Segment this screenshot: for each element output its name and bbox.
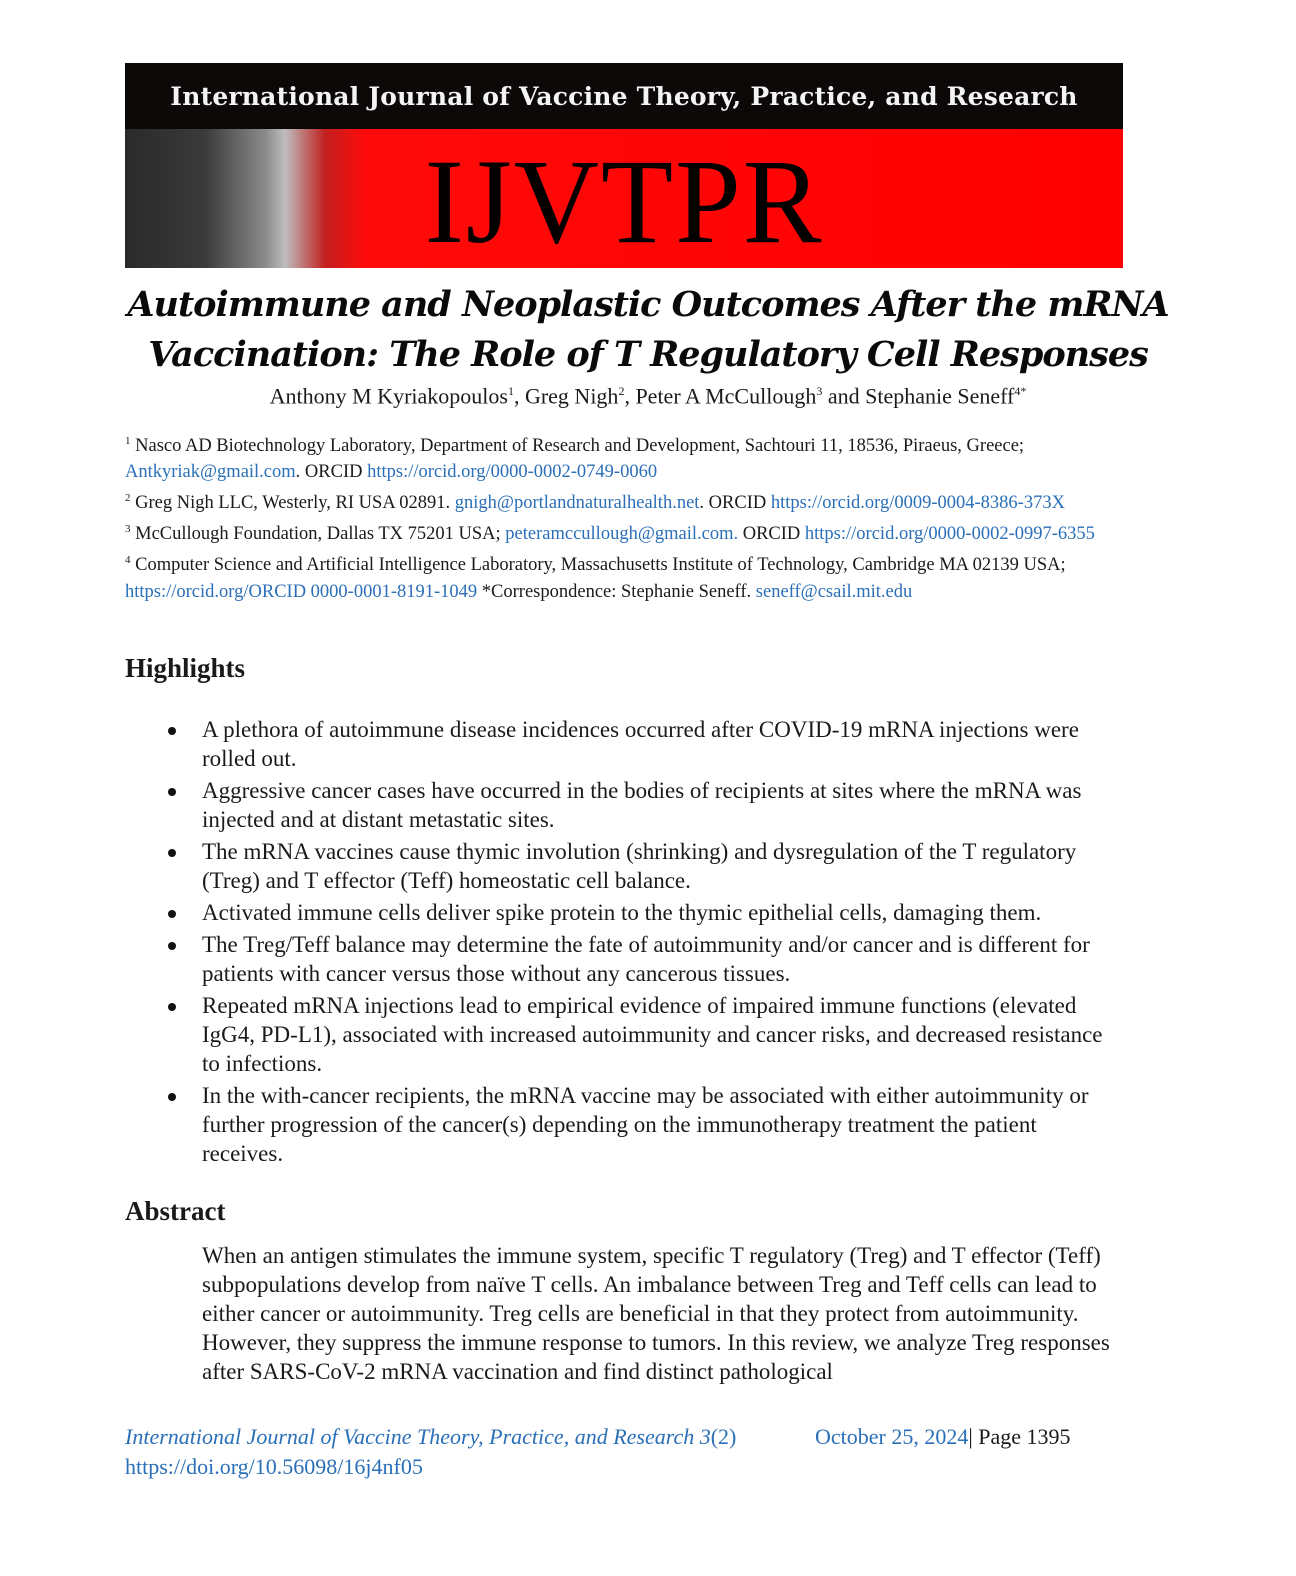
author-name: Stephanie Seneff	[865, 383, 1015, 409]
orcid-link[interactable]: https://orcid.org/0009-0004-8386-373X	[770, 493, 1065, 514]
author-affil-mark: 3	[816, 384, 823, 398]
title-line-2: Vaccination: The Role of T Regulatory Cell Responses	[148, 334, 1148, 375]
abstract-heading: Abstract	[125, 1196, 226, 1226]
footer-issue[interactable]: (2)	[710, 1424, 737, 1449]
author-separator: ,	[513, 383, 525, 409]
highlight-item: Aggressive cancer cases have occurred in the bodies of recipients at sites where the mRNA was injected and at distant metastatic sites.	[202, 776, 1122, 834]
footer-citation	[125, 1422, 736, 1482]
paper-title	[100, 280, 1196, 380]
affiliations	[125, 428, 1125, 605]
affiliation-text: Computer Science and Artificial Intelligence Laboratory, Massachusetts Institute of Technology, Cambridge MA 02139 USA;	[130, 555, 1066, 576]
orcid-link[interactable]: https://orcid.org/0000-0002-0997-6355	[804, 524, 1095, 545]
footer-page-info	[815, 1422, 1071, 1452]
author-name: Peter A McCullough	[635, 383, 817, 409]
author-name: Anthony M Kyriakopoulos	[269, 383, 508, 409]
affiliation-text: McCullough Foundation, Dallas TX 75201 USA;	[130, 524, 506, 545]
affiliation-number: 4	[125, 554, 131, 567]
orcid-label: . ORCID	[699, 493, 771, 514]
affiliation-number: 2	[125, 492, 131, 505]
affiliation-text: Greg Nigh LLC, Westerly, RI USA 02891.	[130, 493, 455, 514]
email-link[interactable]: seneff@csail.mit.edu	[755, 581, 913, 602]
affiliation-text: Nasco AD Biotechnology Laboratory, Department of Research and Development, Sachtouri 11, 18536, Piraeus, Greece;	[130, 436, 1025, 457]
author-separator: and	[822, 383, 866, 409]
banner-logo-strip	[125, 129, 1123, 268]
highlights-list	[202, 715, 1122, 1171]
highlight-item: Activated immune cells deliver spike protein to the thymic epithelial cells, damaging them.	[202, 898, 1122, 927]
journal-banner	[125, 63, 1123, 268]
author-name: Greg Nigh	[524, 383, 619, 409]
email-link[interactable]: Antkyriak@gmail.com	[125, 462, 296, 483]
doi-link[interactable]: https://doi.org/10.56098/16j4nf05	[125, 1454, 423, 1479]
footer-journal-name[interactable]: International Journal of Vaccine Theory, Practice, and Research 3	[125, 1424, 711, 1449]
affiliation-item	[125, 428, 1125, 485]
publication-date[interactable]: October 25, 2024	[815, 1424, 969, 1449]
affiliation-item	[125, 547, 1125, 604]
highlight-item: The Treg/Teff balance may determine the fate of autoimmunity and/or cancer and is different for patients with cancer versus those without any cancerous tissues.	[202, 930, 1122, 988]
orcid-label: . ORCID	[295, 462, 368, 483]
author-affil-mark: 4*	[1014, 384, 1027, 398]
author-affil-mark: 1	[507, 384, 514, 398]
author-affil-mark: 2	[618, 384, 625, 398]
affiliation-item	[125, 485, 1125, 516]
orcid-link[interactable]: https://orcid.org/ORCID 0000-0001-8191-1049	[125, 581, 478, 602]
abstract-text: When an antigen stimulates the immune system, specific T regulatory (Treg) and T effector (Teff) subpopulations develop from naïve T cells. An imbalance between Treg and Teff cells can lead to either cancer or autoimmunity. Treg cells are beneficial in that they protect from autoimmunity. However, they suppress the immune response to tumors. In this review, we analyze Treg responses after SARS-CoV-2 mRNA vaccination and find distinct pathological	[202, 1243, 1110, 1384]
email-link[interactable]: peteramccullough@gmail.com.	[505, 524, 739, 545]
author-separator: ,	[624, 383, 636, 409]
affiliation-number: 1	[125, 435, 131, 447]
affiliation-item	[125, 516, 1125, 547]
highlight-item: In the with-cancer recipients, the mRNA vaccine may be associated with either autoimmunity or further progression of the cancer(s) depending on the immunotherapy treatment the patient receives.	[202, 1081, 1122, 1168]
highlight-item: The mRNA vaccines cause thymic involution (shrinking) and dysregulation of the T regulatory (Treg) and T effector (Teff) homeostatic cell balance.	[202, 837, 1122, 895]
page-number: | Page 1395	[968, 1424, 1071, 1449]
title-line-1: Autoimmune and Neoplastic Outcomes After the mRNA	[127, 284, 1169, 325]
email-link[interactable]: gnigh@portlandnaturalhealth.net	[454, 493, 700, 514]
highlight-item: Repeated mRNA injections lead to empirical evidence of impaired immune functions (elevated IgG4, PD-L1), associated with increased autoimmunity and cancer risks, and decreased resistance to infections.	[202, 991, 1122, 1078]
affiliation-number: 3	[125, 523, 131, 536]
author-list	[100, 376, 1196, 411]
orcid-label: ORCID	[738, 524, 805, 545]
journal-name: International Journal of Vaccine Theory, Practice, and Research	[125, 63, 1123, 129]
highlights-heading: Highlights	[125, 653, 246, 683]
correspondence-label: *Correspondence: Stephanie Seneff.	[477, 581, 756, 602]
orcid-link[interactable]: https://orcid.org/0000-0002-0749-0060	[367, 462, 658, 483]
journal-acronym-logo: IJVTPR	[424, 134, 824, 268]
highlight-item: A plethora of autoimmune disease incidences occurred after COVID-19 mRNA injections were rolled out.	[202, 715, 1122, 773]
